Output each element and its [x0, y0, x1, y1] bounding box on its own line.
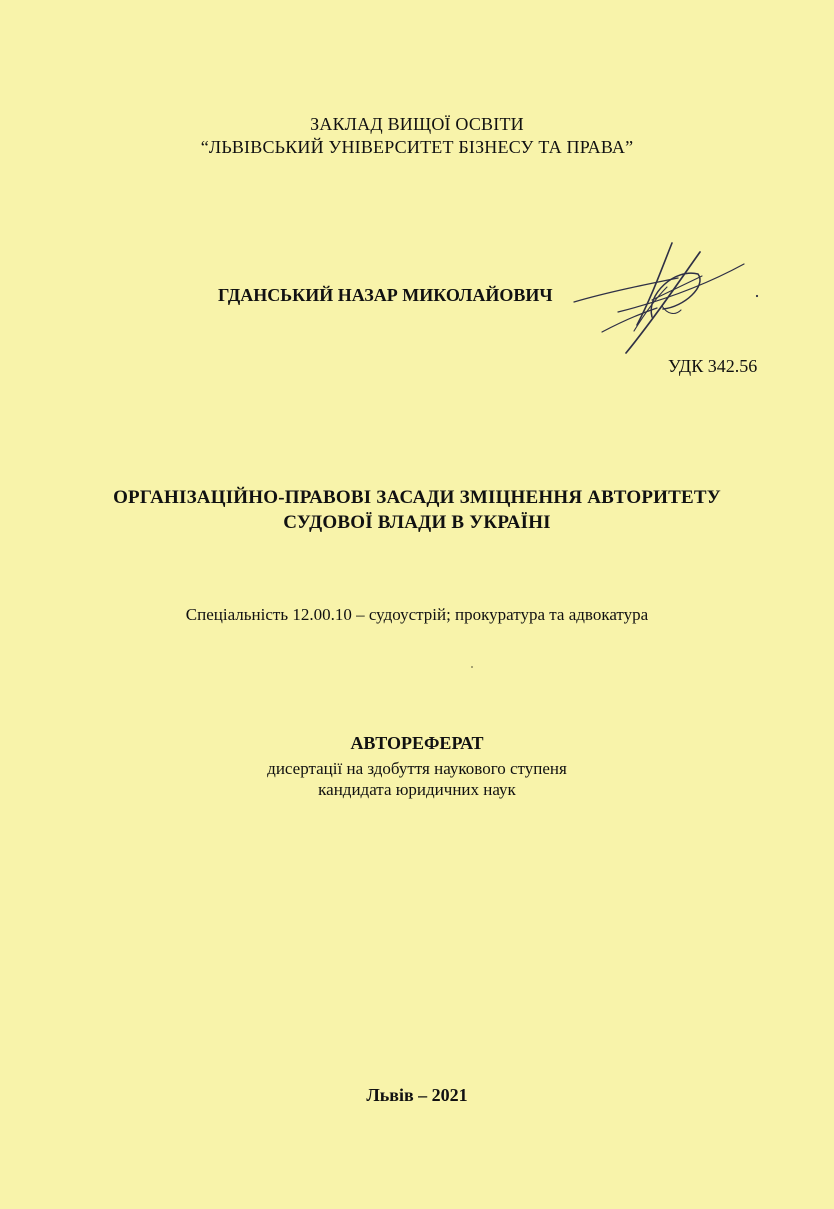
dissertation-title-line-2: СУДОВОЇ ВЛАДИ В УКРАЇНІ [283, 512, 551, 533]
specialty-code: Спеціальність 12.00.10 – судоустрій; прокуратура та адвокатура [185, 605, 649, 624]
document-type: АВТОРЕФЕРАТ [350, 733, 484, 753]
udk-code: УДК 342.56 [668, 356, 758, 376]
institution-line-1: ЗАКЛАД ВИЩОЇ ОСВІТИ [310, 114, 524, 134]
author-name: ГДАНСЬКИЙ НАЗАР МИКОЛАЙОВИЧ [218, 285, 553, 305]
degree-purpose-line-1: дисертації на здобуття наукового ступеня [267, 759, 567, 778]
dissertation-title-line-1: ОРГАНІЗАЦІЙНО-ПРАВОВІ ЗАСАДИ ЗМІЦНЕННЯ АВТОРИТЕТУ [113, 487, 721, 508]
institution-line-2: “ЛЬВІВСЬКИЙ УНІВЕРСИТЕТ БІЗНЕСУ ТА ПРАВА” [200, 137, 634, 157]
city-year: Львів – 2021 [366, 1085, 468, 1105]
page-speck [471, 666, 473, 668]
degree-purpose-line-2: кандидата юридичних наук [318, 780, 516, 799]
signature-icon [536, 226, 768, 370]
